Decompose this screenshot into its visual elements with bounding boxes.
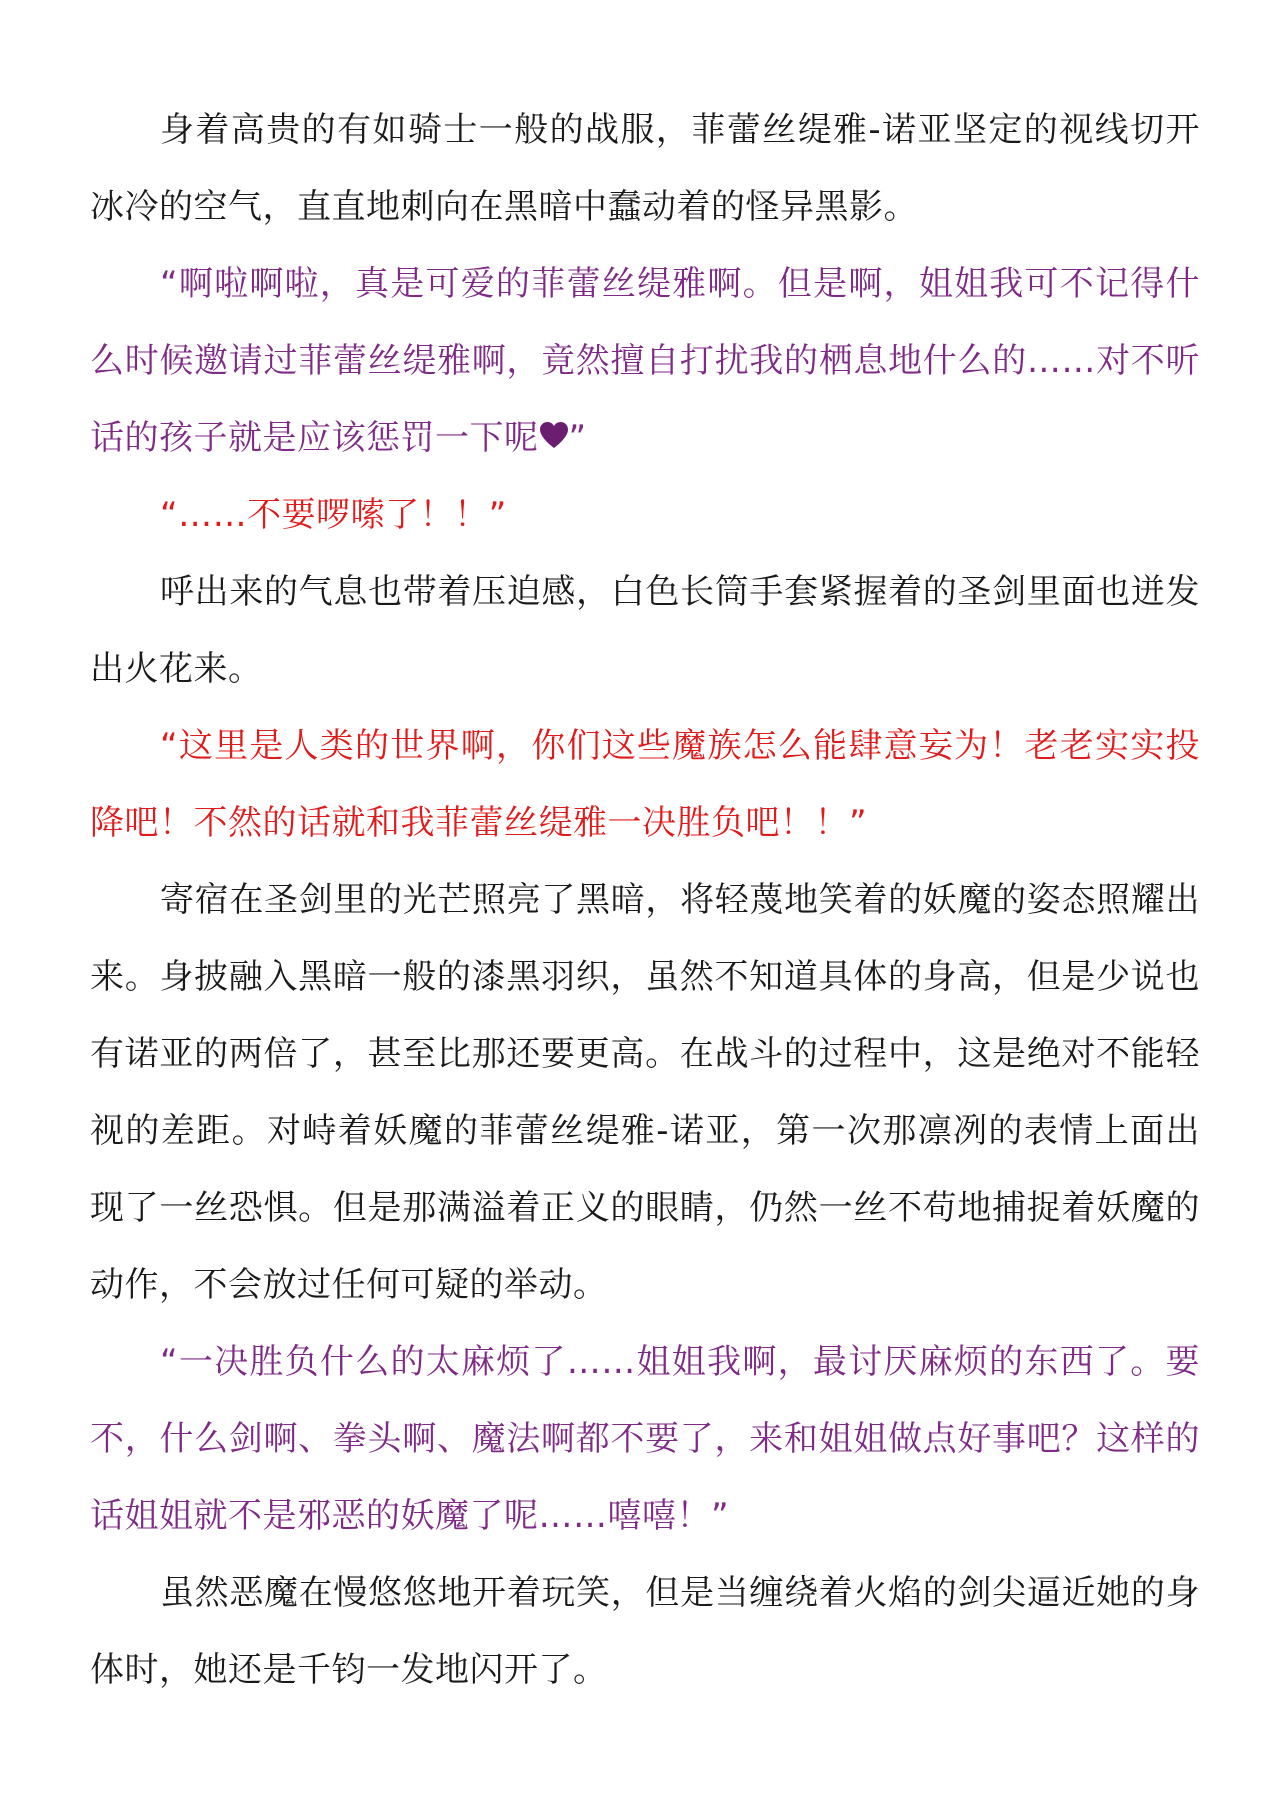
paragraph-demon-dialogue-1: [90, 246, 1200, 477]
paragraph-knight-dialogue-1: “……不要啰嗦了！！”: [160, 495, 507, 535]
paragraph-narration-2: 呼出来的气息也带着压迫感，白色长筒手套紧握着的圣剑里面也迸发出火花来。: [90, 572, 1200, 689]
paragraph-demon-dialogue-2: “一决胜负什么的太麻烦了……姐姐我啊，最讨厌麻烦的东西了。要不，什么剑啊、拳头啊、魔法啊都不要了，来和姐姐做点好事吧？这样的话姐姐就不是邪恶的妖魔了呢……嘻嘻！”: [90, 1342, 1200, 1536]
paragraph-narration-4: 虽然恶魔在慢悠悠地开着玩笑，但是当缠绕着火焰的剑尖逼近她的身体时，她还是千钧一发地闪开了。: [90, 1573, 1200, 1690]
heart-icon: [539, 421, 569, 449]
paragraph-knight-dialogue-2: “这里是人类的世界啊，你们这些魔族怎么能肆意妄为！老老实实投降吧！不然的话就和我菲蕾丝缇雅一决胜负吧！！”: [90, 726, 1200, 843]
paragraph-narration-1: 身着高贵的有如骑士一般的战服，菲蕾丝缇雅-诺亚坚定的视线切开冰冷的空气，直直地刺向在黑暗中蠢动着的怪异黑影。: [90, 110, 1200, 227]
story-text: [90, 92, 1200, 1709]
paragraph-narration-3: 寄宿在圣剑里的光芒照亮了黑暗，将轻蔑地笑着的妖魔的姿态照耀出来。身披融入黑暗一般的漆黑羽织，虽然不知道具体的身高，但是少说也有诺亚的两倍了，甚至比那还要更高。在战斗的过程中，这是绝对不能轻视的差距。对峙着妖魔的菲蕾丝缇雅-诺亚，第一次那凛冽的表情上面出现了一丝恐惧。但是那满溢着正义的眼睛，仍然一丝不苟地捕捉着妖魔的动作，不会放过任何可疑的举动。: [90, 880, 1200, 1305]
demon-dialogue-close-quote: ”: [568, 418, 587, 458]
demon-dialogue-text: “啊啦啊啦，真是可爱的菲蕾丝缇雅啊。但是啊，姐姐我可不记得什么时候邀请过菲蕾丝缇雅啊，竟然擅自打扰我的栖息地什么的……对不听话的孩子就是应该惩罚一下呢: [90, 264, 1200, 458]
